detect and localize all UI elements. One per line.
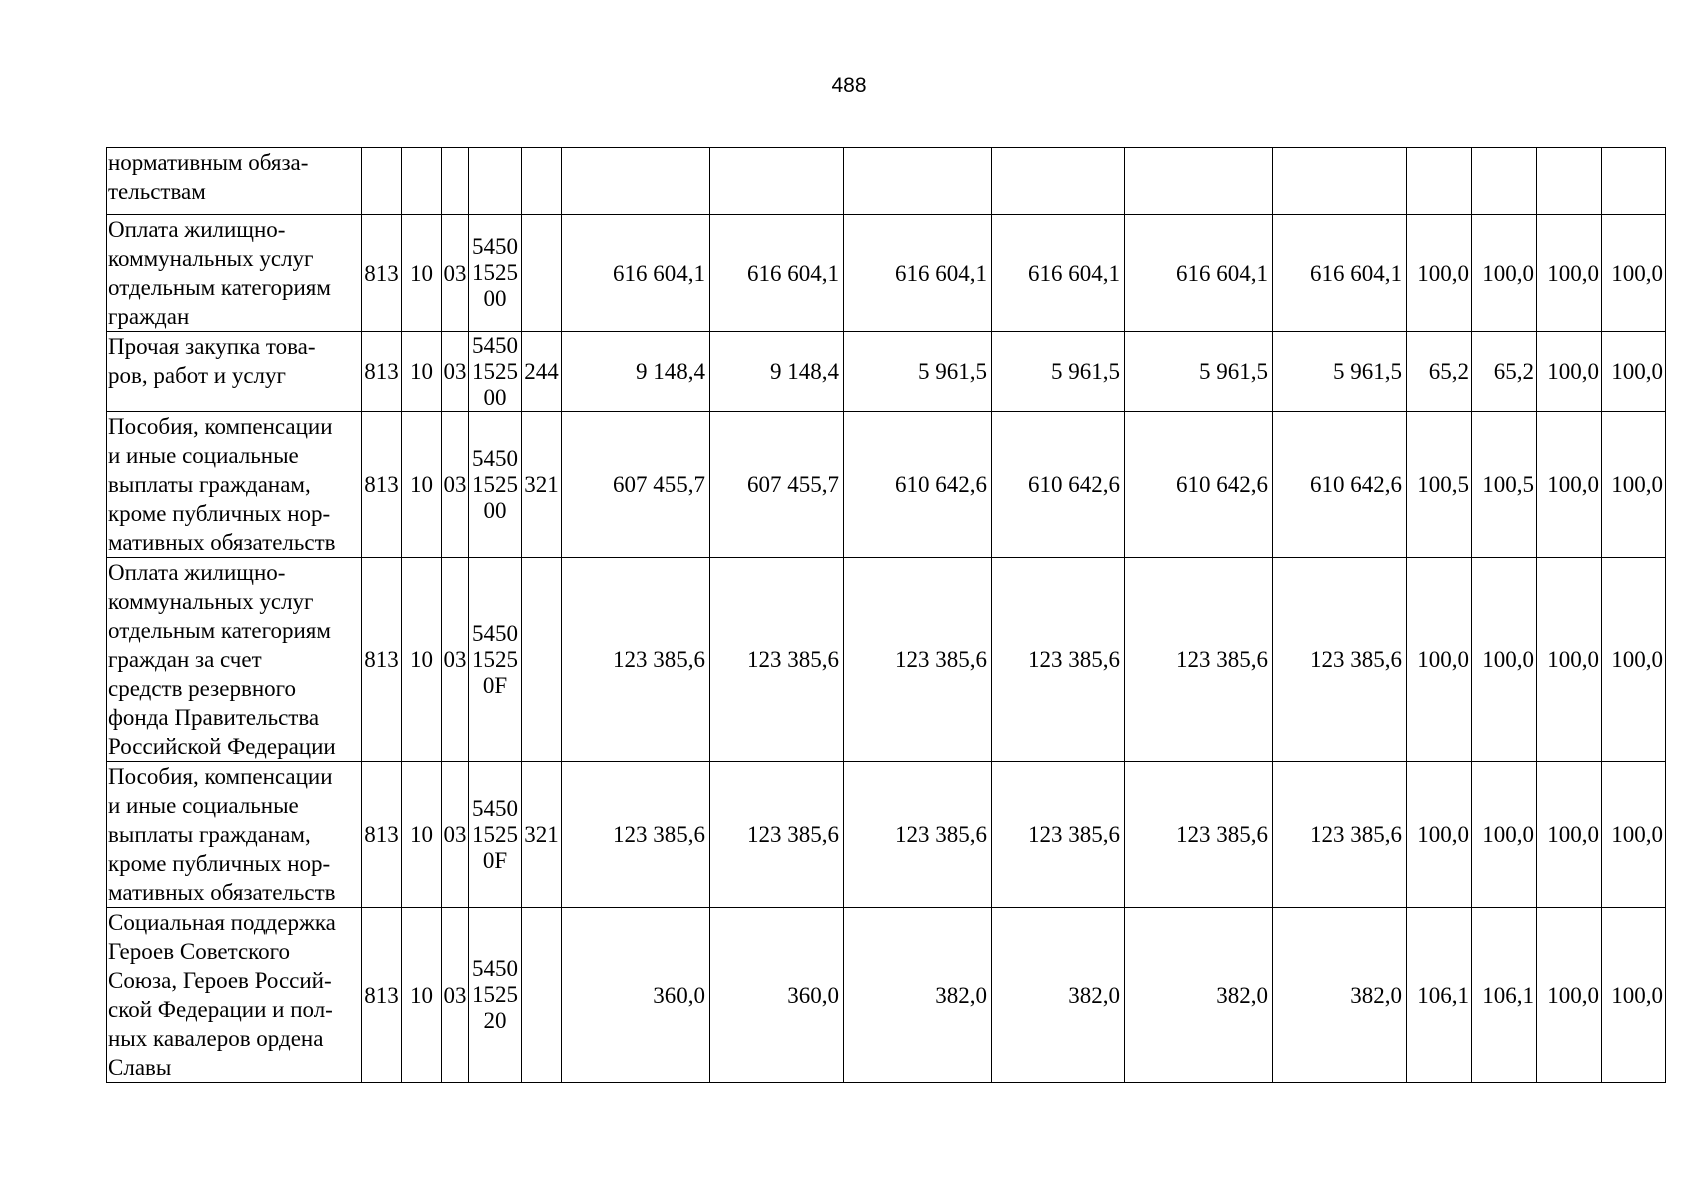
amount-cell: 360,0 — [710, 908, 844, 1083]
percent-cell: 100,0 — [1472, 762, 1537, 908]
percent-cell: 100,0 — [1602, 558, 1666, 762]
grbs-code-cell — [362, 148, 402, 215]
percent-cell — [1537, 148, 1602, 215]
amount-cell: 607 455,7 — [562, 412, 710, 558]
grbs-code-cell: 813 — [362, 412, 402, 558]
amount-cell: 610 642,6 — [1273, 412, 1407, 558]
target-article-code-cell: 5450 1525 00 — [469, 215, 522, 332]
table-row — [107, 908, 1666, 1083]
percent-cell: 106,1 — [1472, 908, 1537, 1083]
percent-cell: 100,0 — [1602, 412, 1666, 558]
percent-cell: 65,2 — [1472, 332, 1537, 412]
amount-cell: 382,0 — [1273, 908, 1407, 1083]
amount-cell: 382,0 — [1125, 908, 1273, 1083]
expense-type-code-cell: 244 — [522, 332, 562, 412]
percent-cell: 100,0 — [1472, 558, 1537, 762]
amount-cell — [562, 148, 710, 215]
budget-table — [106, 147, 1666, 1083]
subsection-code-cell: 03 — [442, 558, 469, 762]
target-article-code-cell: 5450 1525 20 — [469, 908, 522, 1083]
table-row — [107, 215, 1666, 332]
grbs-code-cell: 813 — [362, 762, 402, 908]
table-row — [107, 332, 1666, 412]
page-number: 488 — [831, 74, 867, 97]
percent-cell: 100,0 — [1537, 332, 1602, 412]
row-name-cell: Оплата жилищно- коммунальных услуг отдельным категориям граждан — [107, 215, 362, 332]
row-name-cell: Пособия, компенсации и иные социальные выплаты гражданам, кроме публичных нор- мативных обязательств — [107, 762, 362, 908]
amount-cell — [1273, 148, 1407, 215]
amount-cell: 360,0 — [562, 908, 710, 1083]
expense-type-code-cell: 321 — [522, 412, 562, 558]
table-row — [107, 412, 1666, 558]
target-article-code-cell: 5450 1525 0F — [469, 762, 522, 908]
percent-cell: 100,0 — [1602, 908, 1666, 1083]
amount-cell — [992, 148, 1125, 215]
amount-cell: 616 604,1 — [562, 215, 710, 332]
percent-cell: 100,0 — [1537, 908, 1602, 1083]
table-row — [107, 558, 1666, 762]
amount-cell: 123 385,6 — [1125, 762, 1273, 908]
section-code-cell: 10 — [402, 332, 442, 412]
grbs-code-cell: 813 — [362, 908, 402, 1083]
percent-cell: 100,0 — [1537, 762, 1602, 908]
amount-cell — [844, 148, 992, 215]
amount-cell: 123 385,6 — [1125, 558, 1273, 762]
section-code-cell: 10 — [402, 412, 442, 558]
amount-cell: 123 385,6 — [1273, 762, 1407, 908]
amount-cell: 5 961,5 — [844, 332, 992, 412]
target-article-code-cell: 5450 1525 00 — [469, 412, 522, 558]
percent-cell: 100,5 — [1472, 412, 1537, 558]
amount-cell: 610 642,6 — [844, 412, 992, 558]
percent-cell — [1407, 148, 1472, 215]
amount-cell: 123 385,6 — [1273, 558, 1407, 762]
expense-type-code-cell — [522, 215, 562, 332]
amount-cell: 123 385,6 — [710, 762, 844, 908]
amount-cell: 5 961,5 — [1125, 332, 1273, 412]
row-name-cell: Прочая закупка това- ров, работ и услуг — [107, 332, 362, 412]
percent-cell: 100,0 — [1602, 762, 1666, 908]
row-name-cell: Оплата жилищно- коммунальных услуг отдельным категориям граждан за счет средств резервного фонда Правительства Российской Федерации — [107, 558, 362, 762]
amount-cell: 607 455,7 — [710, 412, 844, 558]
amount-cell: 616 604,1 — [1125, 215, 1273, 332]
percent-cell: 100,0 — [1472, 215, 1537, 332]
amount-cell: 123 385,6 — [710, 558, 844, 762]
percent-cell: 100,5 — [1407, 412, 1472, 558]
amount-cell: 123 385,6 — [844, 762, 992, 908]
amount-cell: 616 604,1 — [844, 215, 992, 332]
row-name-cell: нормативным обяза- тельствам — [107, 148, 362, 215]
amount-cell: 123 385,6 — [844, 558, 992, 762]
subsection-code-cell: 03 — [442, 412, 469, 558]
section-code-cell: 10 — [402, 558, 442, 762]
percent-cell: 100,0 — [1407, 215, 1472, 332]
table-row — [107, 148, 1666, 215]
percent-cell: 100,0 — [1602, 332, 1666, 412]
row-name-cell: Социальная поддержка Героев Советского Союза, Героев Россий- ской Федерации и пол- ных кавалеров ордена Славы — [107, 908, 362, 1083]
amount-cell: 123 385,6 — [562, 558, 710, 762]
subsection-code-cell: 03 — [442, 215, 469, 332]
amount-cell: 5 961,5 — [992, 332, 1125, 412]
percent-cell: 100,0 — [1537, 215, 1602, 332]
percent-cell: 100,0 — [1407, 762, 1472, 908]
percent-cell: 65,2 — [1407, 332, 1472, 412]
expense-type-code-cell — [522, 908, 562, 1083]
amount-cell: 9 148,4 — [710, 332, 844, 412]
row-name-cell: Пособия, компенсации и иные социальные выплаты гражданам, кроме публичных нор- мативных обязательств — [107, 412, 362, 558]
section-code-cell: 10 — [402, 908, 442, 1083]
percent-cell: 100,0 — [1407, 558, 1472, 762]
subsection-code-cell: 03 — [442, 908, 469, 1083]
amount-cell: 123 385,6 — [562, 762, 710, 908]
amount-cell: 610 642,6 — [1125, 412, 1273, 558]
percent-cell: 100,0 — [1537, 558, 1602, 762]
amount-cell — [710, 148, 844, 215]
grbs-code-cell: 813 — [362, 215, 402, 332]
table-body — [107, 148, 1666, 1083]
amount-cell — [1125, 148, 1273, 215]
percent-cell: 100,0 — [1602, 215, 1666, 332]
table-row — [107, 762, 1666, 908]
section-code-cell: 10 — [402, 762, 442, 908]
grbs-code-cell: 813 — [362, 332, 402, 412]
subsection-code-cell: 03 — [442, 332, 469, 412]
subsection-code-cell: 03 — [442, 762, 469, 908]
subsection-code-cell — [442, 148, 469, 215]
amount-cell: 610 642,6 — [992, 412, 1125, 558]
expense-type-code-cell: 321 — [522, 762, 562, 908]
grbs-code-cell: 813 — [362, 558, 402, 762]
amount-cell: 616 604,1 — [992, 215, 1125, 332]
amount-cell: 382,0 — [992, 908, 1125, 1083]
target-article-code-cell: 5450 1525 00 — [469, 332, 522, 412]
percent-cell — [1602, 148, 1666, 215]
amount-cell: 616 604,1 — [1273, 215, 1407, 332]
amount-cell: 382,0 — [844, 908, 992, 1083]
amount-cell: 9 148,4 — [562, 332, 710, 412]
amount-cell: 123 385,6 — [992, 762, 1125, 908]
expense-type-code-cell — [522, 148, 562, 215]
target-article-code-cell: 5450 1525 0F — [469, 558, 522, 762]
percent-cell: 106,1 — [1407, 908, 1472, 1083]
percent-cell — [1472, 148, 1537, 215]
section-code-cell: 10 — [402, 215, 442, 332]
target-article-code-cell — [469, 148, 522, 215]
expense-type-code-cell — [522, 558, 562, 762]
amount-cell: 616 604,1 — [710, 215, 844, 332]
section-code-cell — [402, 148, 442, 215]
amount-cell: 123 385,6 — [992, 558, 1125, 762]
percent-cell: 100,0 — [1537, 412, 1602, 558]
amount-cell: 5 961,5 — [1273, 332, 1407, 412]
